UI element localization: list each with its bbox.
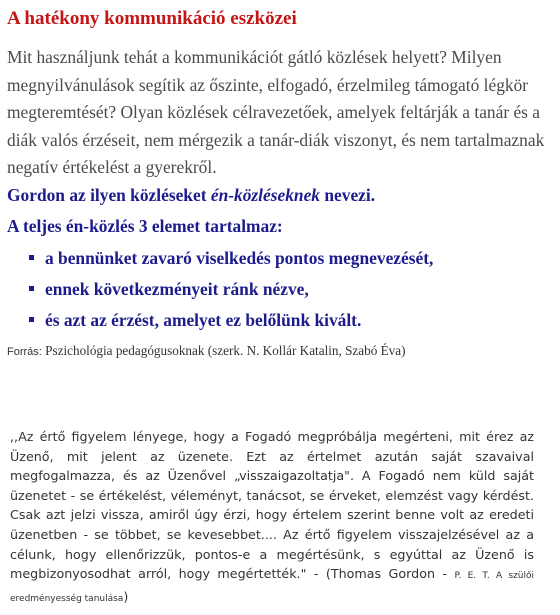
bullet-square-icon xyxy=(29,255,34,260)
quote-text: ,,Az értő figyelem lényege, hogy a Fogadó megpróbálja megérteni, mit érez az Üzenő, mit jelent az üzenete. Ezt az értelmet azután saját szavaival megfogalmazza, és az Üzenővel „visszaigazoltatja". A Fogadó nem küld saját üzenetet - se értékelést, véleményt, tanácsot, se érveket, elemzést vagy kérdést. Csak azt jelzi vissza, amiről úgy érzi, hogy értelem szerint benne volt az eredeti üzenetben - se többet, se kevesebbet.... Az értő figyelem visszajelzésével az a célunk, hogy ellenőrizzük, pontos-e a megértésünk, s egyúttal az Üzenő is megbizonyosodhat arról, hogy megértették." - (Thomas Gordon - xyxy=(10,429,534,582)
list-item xyxy=(0,305,560,336)
list-item xyxy=(0,243,560,274)
gordon-quote xyxy=(10,427,534,609)
elements-list xyxy=(0,243,560,336)
elements-heading: A teljes én-közlés 3 elemet tartalmaz: xyxy=(7,216,283,236)
list-item-text: és azt az érzést, amelyet ez belőlünk kivált. xyxy=(45,310,362,330)
list-item xyxy=(0,274,560,305)
gordon-term: én-közléseknek xyxy=(210,185,321,205)
list-item-text: a bennünket zavaró viselkedés pontos megnevezését, xyxy=(45,248,434,268)
bullet-square-icon xyxy=(29,286,34,291)
source-label: Forrás: xyxy=(7,346,42,358)
intro-paragraph: Mit használjunk tehát a kommunikációt gátló közlések helyett? Milyen megnyilvánulások segítik az őszinte, elfogadó, érzelmileg támogató légkör megteremtését? Olyan közlések célravezetőek, amelyek feltárják a tanár és a diák valós érzéseit, nem mérgezik a tanár-diák viszonyt, és nem tartalmaznak negatív értékelést a gyerekről. xyxy=(7,47,545,178)
quote-book-title: P. E. T. A szülői eredményesség tanulása xyxy=(10,571,535,604)
source-citation xyxy=(7,343,406,359)
quote-closing: ) xyxy=(123,588,129,604)
article-title: A hatékony kommunikáció eszközei xyxy=(7,8,297,29)
source-text: Pszichológia pedagógusoknak (szerk. N. Kollár Katalin, Szabó Éva) xyxy=(41,343,406,358)
gordon-suffix: nevezi. xyxy=(320,185,376,205)
bullet-square-icon xyxy=(29,317,34,322)
gordon-statement xyxy=(7,185,375,206)
gordon-prefix: Gordon az ilyen közléseket xyxy=(7,185,211,205)
list-item-text: ennek következményeit ránk nézve, xyxy=(45,279,309,299)
